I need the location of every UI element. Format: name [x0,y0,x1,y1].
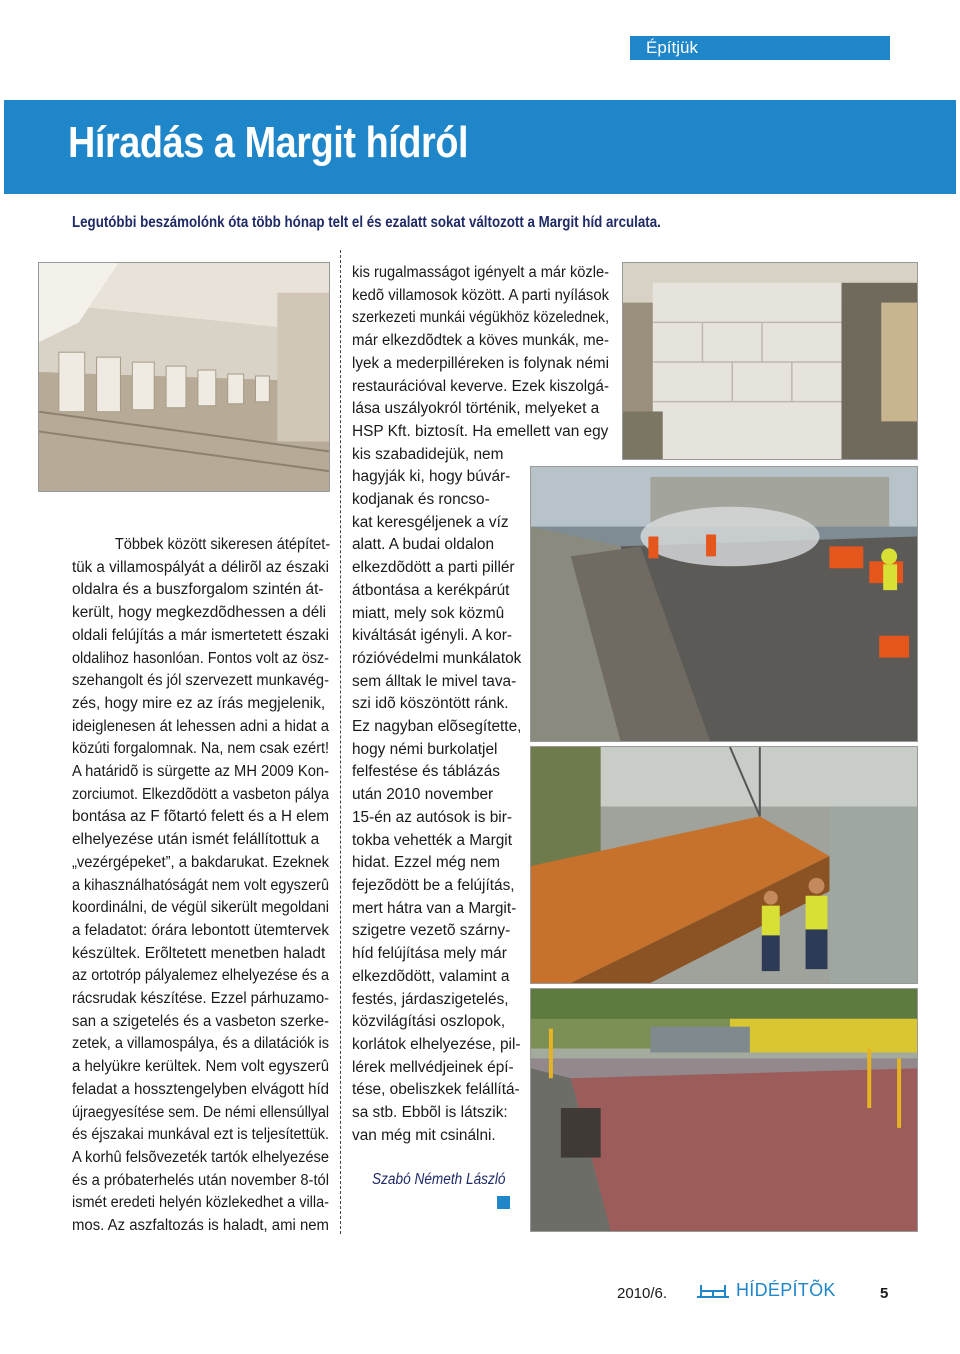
text-line: ismét eredeti helyén közlekedhet a villa- [72,1194,329,1212]
photo-girder-interior [38,262,330,492]
text-line: közúti forgalomnak. Na, nem csak ezért! [72,740,329,758]
text-line: van még mit csinálni. [352,1126,496,1144]
text-line: Ez nagyban elõsegítette, [352,718,522,736]
text-line: zetek, a villamospálya, és a dilatációk is [72,1035,329,1053]
text-line: a helyükre kerültek. Nem volt egyszerû [72,1058,329,1076]
bridge-logo-icon [696,1283,730,1299]
column-divider [340,250,341,1234]
text-line: már elkezdõdtek a köves munkák, me- [352,332,609,350]
page-number: 5 [880,1285,889,1302]
text-line: felfestése és táblázás [352,763,501,781]
page-title: Híradás a Margit hídról [68,118,469,167]
text-line: fejezõdött be a felújítás, [352,876,515,894]
section-tag: Építjük [630,36,890,60]
text-line: kat keresgéljenek a víz [352,513,509,531]
right-column-text [352,262,610,1147]
text-line: a kihasználhatóságát nem volt egyszerû [72,876,329,894]
text-line: zorciumot. Elkezdõdött a vasbeton pálya [72,785,329,803]
text-line: mos. Az aszfaltozás is haladt, ami nem [72,1217,329,1235]
text-line: átbontása a kerékpárút [352,581,510,599]
text-line: hidat. Ezzel még nem [352,854,500,872]
text-line: kedõ villamosok között. A parti nyílások [352,286,609,304]
text-line: szehangolt és jól szervezett munkavég- [72,672,329,690]
text-line: került, hogy megkezdõdhessen a déli [72,604,327,622]
text-line: hogy némi burkolatjel [352,740,498,758]
text-line: „vezérgépeket”, a bakdarukat. Ezeknek [72,853,329,871]
text-line: oldali felújítás a már ismertetett északi [72,626,329,644]
left-column-text [72,534,330,1238]
text-line: szi idõ köszöntött ránk. [352,695,509,713]
text-line: kodjanak és roncso- [352,491,490,509]
text-line: elkezdõdött, valamint a [352,967,510,985]
text-line: Többek között sikeresen átépítet- [114,536,330,553]
text-line: restaurációval keverve. Ezek kiszolgá- [352,377,609,395]
text-line: korlátok elhelyezése, pil- [352,1035,521,1053]
text-line: elhelyezése után ismét felállítottuk a [72,831,320,849]
footer-issue: 2010/6. [617,1285,668,1302]
text-line: alatt. A budai oldalon [352,536,495,554]
text-line: oldalihoz hasonlóan. Fontos volt az ösz- [72,649,329,667]
author-name: Szabó Németh László [372,1171,506,1188]
text-line: híd felújítása mely már [352,945,507,963]
text-line: sa stb. Ebbõl is látszik: [352,1104,508,1122]
photo-bridge-pier [622,262,918,460]
text-line: HSP Kft. biztosít. Ha emellett van egy [352,422,609,440]
text-line: szigetre vezetõ szárny- [352,922,511,940]
text-line: hagyják ki, hogy búvár- [352,468,511,486]
text-line: san a szigetelés és a vasbeton szerke- [72,1012,329,1030]
text-line: A határidõ is sürgette az MH 2009 Kon- [72,763,329,781]
text-line: koordinálni, de végül sikerült megoldani [72,899,329,917]
text-line: tokba vehették a Margit [352,831,512,849]
text-line: lása uszályokról történik, melyeket a [352,400,600,418]
text-line: mert hátra van a Margit- [352,899,517,917]
text-line: lérek mellvédjeinek épí- [352,1058,514,1076]
text-line: és éjszakai munkával ezt is teljesítettük. [72,1126,329,1144]
text-line: szerkezeti munkái végükhöz közelednek, [352,309,609,327]
text-line: az ortotróp pályalemez elhelyezése és a [72,967,329,985]
text-line: festés, járdaszigetelés, [352,990,509,1008]
text-line: miatt, mely sok közmû [352,604,505,622]
text-line: lyek a mederpilléreken is folynak némi [352,354,609,372]
text-line: közvilágítási oszlopok, [352,1013,506,1031]
footer-logo-text: HÍDÉPÍTÕK [736,1280,836,1300]
text-line: ideiglenesen át lehessen adni a hidat a [72,717,329,735]
text-line: sem álltak le mivel tava- [352,672,517,690]
text-line: rózióvédelmi munkálatok [352,649,522,667]
text-line: kis szabadidejük, nem [352,445,504,463]
text-line: 15-én az autósok is bir- [352,808,512,826]
text-line: a feladatot: órára lebontott ütemtervek [72,921,329,939]
text-line: bontása az F fõtartó felett és a H elem [72,808,329,826]
text-line: tük a villamospályát a délirõl az északi [72,558,329,576]
text-line: elkezdõdött a parti pillér [352,559,515,577]
footer-logo [696,1280,836,1301]
text-line: rácsrudak készítése. Ezzel párhuzamo- [72,990,329,1008]
text-line: tése, obeliszkek felállítá- [352,1081,520,1099]
text-line: újraegyesítése sem. De némi ellensúllyal [72,1103,329,1121]
text-line: kiváltását igényli. A kor- [352,627,512,645]
end-mark [497,1196,510,1209]
text-line: zés, hogy mire ez az írás megjelenik, [72,694,326,712]
lead-paragraph: Legutóbbi beszámolónk óta több hónap telt el és ezalatt sokat változott a Margit híd arculata. [72,214,661,231]
text-line: kis rugalmasságot igényelt a már közle- [352,264,609,281]
text-line: feladat a hossztengelyben elvágott híd [72,1080,329,1098]
text-line: és a próbaterhelés után november 8-tól [72,1171,329,1189]
text-line: A korhû felsõvezeték tartók elhelyezése [72,1148,329,1166]
text-line: után 2010 november [352,786,494,804]
text-line: készültek. Erõltetett menetben haladt [72,944,326,962]
text-line: oldalra és a buszforgalom szintén át- [72,581,324,599]
